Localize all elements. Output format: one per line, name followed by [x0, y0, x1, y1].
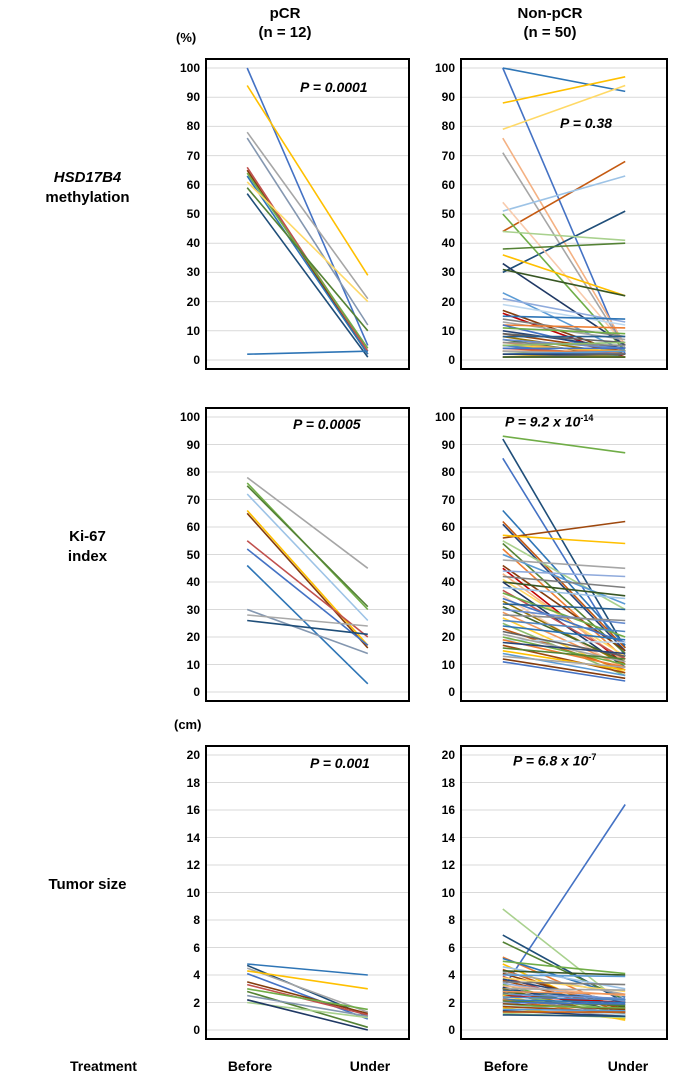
pvalue-ki67-nonpcr-exp: -14: [580, 413, 594, 423]
ytick-label: 40: [441, 236, 455, 251]
ytick-label: 90: [186, 90, 200, 105]
ytick-label: 30: [186, 265, 200, 280]
panel-ki67-nonpcr: [460, 407, 668, 702]
ytick-label: 70: [441, 148, 455, 163]
ytick-label: 100: [434, 61, 455, 75]
ytick-label: 20: [441, 294, 455, 309]
row-label-tumor-size: [0, 875, 175, 895]
column-header-pcr: [215, 4, 355, 42]
row-label-methylation-sub: methylation: [45, 189, 130, 206]
xaxis-label-under-nonpcr: Under: [607, 1058, 649, 1074]
pvalue-ki67-pcr: P = 0.0005: [293, 416, 361, 432]
ytick-label: 0: [448, 1023, 455, 1037]
ytick-label: 6: [193, 940, 200, 955]
ytick-label: 90: [441, 90, 455, 105]
ytick-label: 10: [441, 323, 455, 338]
ytick-label: 0: [448, 353, 455, 367]
ytick-label: 2: [448, 995, 455, 1010]
ytick-label: 18: [186, 775, 200, 790]
ytick-label: 20: [441, 630, 455, 644]
row-label-tumor-size-main: Tumor size: [48, 876, 127, 893]
row-label-ki67: [0, 527, 175, 567]
pvalue-tumorsize-nonpcr-exp: -7: [588, 752, 597, 762]
row-label-ki67-sub: index: [67, 548, 108, 565]
ytick-label: 16: [441, 803, 455, 817]
ytick-label: 0: [193, 685, 200, 699]
ytick-label: 60: [441, 177, 455, 192]
ytick-label: 30: [441, 602, 455, 617]
ytick-label: 20: [186, 630, 200, 644]
ytick-label: 40: [186, 575, 200, 589]
ytick-label: 100: [434, 410, 455, 424]
unit-label-percent: (%): [176, 30, 197, 45]
ytick-label: 60: [441, 520, 455, 534]
ytick-label: 80: [186, 119, 200, 134]
ytick-label: 10: [441, 885, 455, 900]
ytick-label: 10: [186, 885, 200, 900]
ytick-label: 70: [441, 492, 455, 507]
column-header-pcr-label: pCR: [269, 5, 301, 22]
pvalue-tumorsize-pcr: P = 0.001: [310, 755, 370, 771]
pvalue-methylation-nonpcr: P = 0.38: [560, 115, 613, 131]
ytick-label: 30: [186, 602, 200, 617]
ytick-label: 100: [179, 410, 200, 424]
ytick-label: 4: [448, 968, 455, 982]
row-label-ki67-main: Ki-67: [69, 528, 106, 545]
pvalue-ki67-nonpcr: [505, 413, 593, 430]
ytick-label: 70: [186, 492, 200, 507]
ytick-label: 12: [186, 858, 200, 872]
ytick-label: 50: [186, 547, 200, 562]
ytick-label: 90: [186, 437, 200, 452]
ytick-label: 60: [186, 177, 200, 192]
ytick-label: 100: [179, 61, 200, 75]
pvalue-tumorsize-nonpcr: [513, 752, 596, 769]
panel-methylation-pcr: [205, 58, 410, 370]
pvalue-ki67-nonpcr-text: P = 9.2 x 10: [505, 413, 581, 430]
unit-label-cm: (cm): [174, 717, 202, 732]
ytick-label: 90: [441, 437, 455, 452]
ytick-label: 80: [186, 465, 200, 479]
ytick-label: 40: [186, 236, 200, 251]
ytick-label: 20: [441, 748, 455, 762]
ytick-label: 20: [186, 294, 200, 309]
ytick-label: 10: [186, 323, 200, 338]
panel-tumorsize-pcr: [205, 745, 410, 1040]
xaxis-label-before-nonpcr: Before: [483, 1058, 529, 1074]
row-label-methylation-gene: HSD17B4: [53, 169, 122, 186]
column-header-pcr-n: (n = 12): [258, 24, 312, 41]
ytick-label: 50: [441, 207, 455, 221]
treatment-axis-label: Treatment: [70, 1058, 137, 1074]
ytick-label: 80: [441, 465, 455, 479]
ytick-label: 20: [186, 748, 200, 762]
ytick-label: 50: [186, 207, 200, 221]
ytick-label: 18: [441, 775, 455, 790]
pvalue-tumorsize-nonpcr-text: P = 6.8 x 10: [513, 752, 589, 769]
ytick-label: 40: [441, 575, 455, 589]
panel-tumorsize-nonpcr: [460, 745, 668, 1040]
panel-ki67-pcr: [205, 407, 410, 702]
ytick-label: 80: [441, 119, 455, 134]
ytick-label: 16: [186, 803, 200, 817]
ytick-label: 2: [193, 995, 200, 1010]
ytick-label: 10: [441, 657, 455, 672]
row-label-methylation: [0, 168, 175, 208]
ytick-label: 0: [193, 1023, 200, 1037]
ytick-label: 4: [193, 968, 200, 982]
column-header-nonpcr-label: Non-pCR: [517, 5, 583, 22]
xaxis-label-before-pcr: Before: [227, 1058, 273, 1074]
ytick-label: 12: [441, 858, 455, 872]
column-header-nonpcr: [470, 4, 630, 42]
column-header-nonpcr-n: (n = 50): [523, 24, 577, 41]
ytick-label: 14: [441, 830, 455, 845]
ytick-label: 6: [448, 940, 455, 955]
ytick-label: 60: [186, 520, 200, 534]
ytick-label: 14: [186, 830, 200, 845]
ytick-label: 8: [193, 913, 200, 927]
ytick-label: 30: [441, 265, 455, 280]
ytick-label: 10: [186, 657, 200, 672]
panel-methylation-nonpcr: [460, 58, 668, 370]
ytick-label: 0: [193, 353, 200, 367]
pvalue-methylation-pcr: P = 0.0001: [300, 79, 368, 95]
ytick-label: 8: [448, 913, 455, 927]
xaxis-label-under-pcr: Under: [349, 1058, 391, 1074]
ytick-label: 50: [441, 547, 455, 562]
ytick-label: 0: [448, 685, 455, 699]
ytick-label: 70: [186, 148, 200, 163]
